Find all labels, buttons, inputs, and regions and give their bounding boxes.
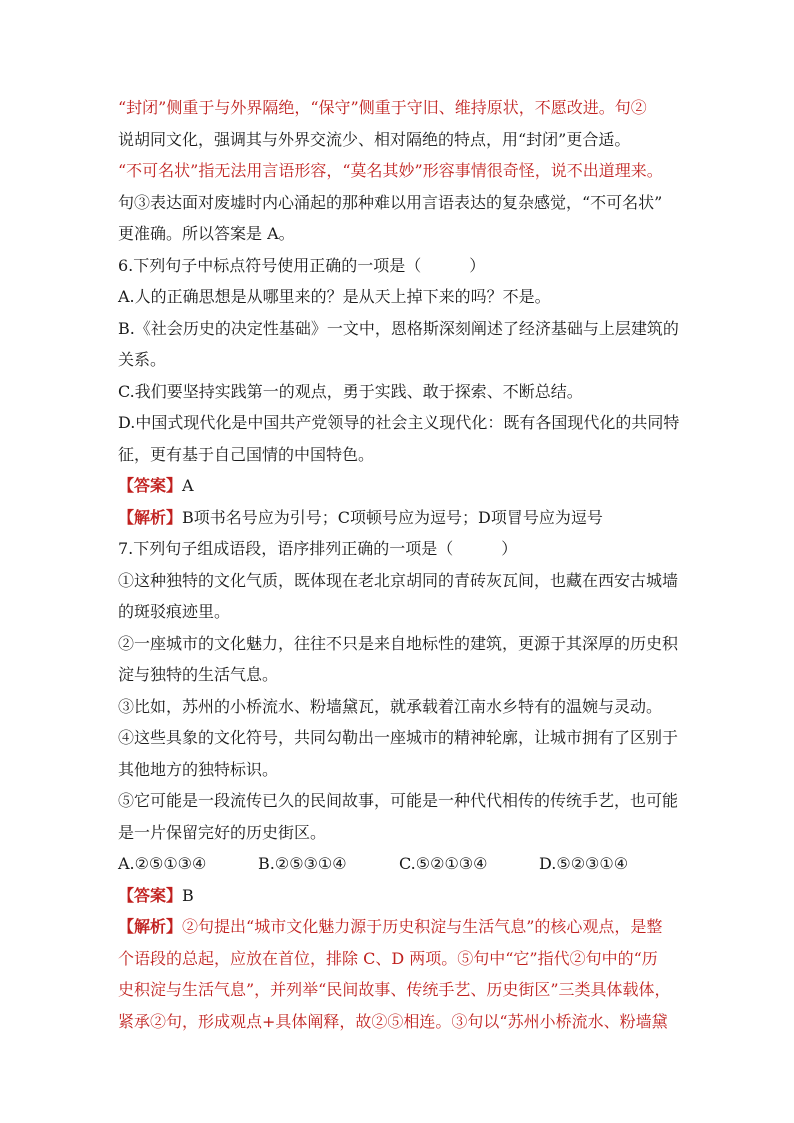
analysis-tag: 【解析】 <box>118 917 183 936</box>
answer-tag: 【答案】 <box>118 476 183 495</box>
q7-analysis-line: 史积淀与生活气息”，并列举“民间故事、传统手艺、历史街区”三类具体载体， <box>118 980 671 999</box>
q6-analysis <box>118 502 678 534</box>
q7-sentence-4-cont: 其他地方的独特标识。 <box>118 759 279 779</box>
q7-sentence-5: ⑤它可能是一段流传已久的民间故事，可能是一种代代相传的传统手艺，也可能 <box>118 791 679 810</box>
q7-sentence-2-cont: 淀与独特的生活气息。 <box>118 665 279 684</box>
analysis-text: ②句提出“城市文化魅力源于历史积淀与生活气息”的核心观点，是整 <box>182 917 663 936</box>
q7-analysis-line: 个语段的总起，应放在首位，排除 C、D 两项。⑤句中“它”指代②句中的“历 <box>118 948 658 968</box>
q7-sentence-2: ②一座城市的文化魅力，往往不只是来自地标性的建筑，更源于其深厚的历史积 <box>118 633 679 653</box>
q6-option-c: C.我们要坚持实践第一的观点，勇于实践、敢于探索、不断总结。 <box>118 381 583 401</box>
q6-option-a: A.人的正确思想是从哪里来的？是从天上掉下来的吗？不是。 <box>118 287 551 306</box>
analysis-text: B项书名号应为引号；C项顿号应为逗号；D项冒号应为逗号 <box>182 507 603 527</box>
q7-options <box>118 848 678 880</box>
analysis-line: “封闭”侧重于与外界隔绝，“保守”侧重于守旧、维持原状，不愿改进。句② <box>118 98 647 117</box>
analysis-line: 句③表达面对废墟时内心涌起的那种难以用言语表达的复杂感觉，“不可名状” <box>118 192 663 212</box>
q7-sentence-5-cont: 是一片保留完好的历史街区。 <box>118 822 327 842</box>
q7-option-a: A.②⑤①③④ <box>118 854 207 873</box>
q6-option-d: D.中国式现代化是中国共产党领导的社会主义现代化：既有各国现代化的共同特 <box>118 413 680 432</box>
question-7-stem: 7.下列句子组成语段，语序排列正确的一项是（ ） <box>118 539 518 558</box>
q6-answer <box>118 470 678 502</box>
q6-option-b: B.《社会历史的决定性基础》一文中，恩格斯深刻阐述了经济基础与上层建筑的 <box>118 318 679 338</box>
answer-value: B <box>182 885 194 905</box>
analysis-line: 更准确。所以答案是 A。 <box>118 224 295 243</box>
answer-tag: 【答案】 <box>118 885 183 905</box>
q7-answer <box>118 880 678 912</box>
analysis-line: “不可名状”指无法用言语形容，“莫名其妙”形容事情很奇怪，说不出道理来。 <box>118 161 663 180</box>
question-6-stem: 6.下列句子中标点符号使用正确的一项是（ ） <box>118 255 486 275</box>
q7-sentence-1-cont: 的斑驳痕迹里。 <box>118 602 231 621</box>
q7-option-c: C.⑤②①③④ <box>399 854 488 873</box>
q7-analysis <box>118 911 678 943</box>
q7-analysis-line: 紧承②句，形成观点+具体阐释，故②⑤相连。③句以“苏州小桥流水、粉墙黛 <box>118 1011 668 1031</box>
q6-option-d-cont: 征，更有基于自己国情的中国特色。 <box>118 444 375 464</box>
q7-option-d: D.⑤②③①④ <box>539 854 629 873</box>
document-page <box>118 92 678 1037</box>
q7-option-b: B.②⑤③①④ <box>258 854 347 873</box>
analysis-tag: 【解析】 <box>118 507 183 527</box>
q7-sentence-4: ④这些具象的文化符号，共同勾勒出一座城市的精神轮廓，让城市拥有了区别于 <box>118 728 679 747</box>
q6-option-b-cont: 关系。 <box>118 350 167 369</box>
q7-sentence-1: ①这种独特的文化气质，既体现在老北京胡同的青砖灰瓦间，也藏在西安古城墙 <box>118 570 679 590</box>
q7-sentence-3: ③比如，苏州的小桥流水、粉墙黛瓦，就承载着江南水乡特有的温婉与灵动。 <box>118 696 663 716</box>
answer-value: A <box>182 476 194 495</box>
analysis-line: 说胡同文化，强调其与外界交流少、相对隔绝的特点，用“封闭”更合适。 <box>118 129 631 149</box>
